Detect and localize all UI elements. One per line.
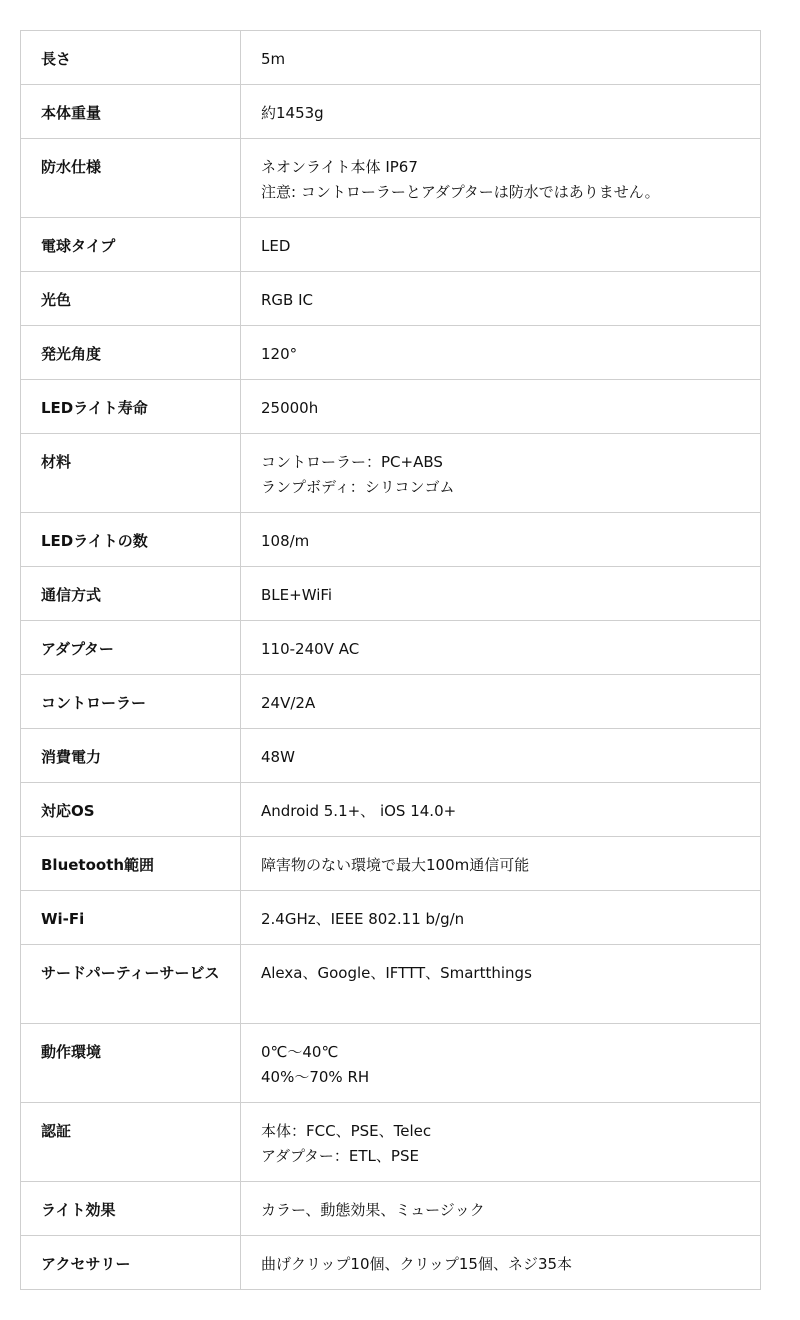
spec-label: LEDライトの数 [21, 513, 241, 567]
spec-value-line: 40%～70% RH [261, 1068, 370, 1086]
spec-value-line: 0℃～40℃ [261, 1043, 339, 1061]
spec-value-line: 注意: コントローラーとアダプターは防水ではありません。 [261, 183, 660, 201]
table-row [21, 272, 761, 326]
spec-label: 電球タイプ [21, 218, 241, 272]
spec-value-line: 120° [261, 345, 298, 363]
spec-value-line: 約1453g [261, 104, 324, 122]
spec-value-line: BLE+WiFi [261, 586, 333, 604]
spec-value-line: 110-240V AC [261, 640, 360, 658]
spec-value [241, 139, 761, 218]
table-row [21, 729, 761, 783]
spec-value-line: 障害物のない環境で最大100m通信可能 [261, 856, 530, 874]
spec-value [241, 326, 761, 380]
spec-label-text: サードパーティーサービス [41, 964, 220, 982]
spec-value-line: LED [261, 237, 291, 255]
table-row [21, 783, 761, 837]
spec-label: 本体重量 [21, 85, 241, 139]
table-row [21, 139, 761, 218]
spec-label: LEDライト寿命 [21, 380, 241, 434]
spec-value [241, 1182, 761, 1236]
spec-value [241, 380, 761, 434]
spec-value-line: 108/m [261, 532, 310, 550]
spec-label: 防水仕様 [21, 139, 241, 218]
table-row [21, 326, 761, 380]
spec-label: アクセサリー [21, 1236, 241, 1290]
spec-label: 消費電力 [21, 729, 241, 783]
table-row [21, 85, 761, 139]
table-row [21, 891, 761, 945]
spec-value-line: 本体：FCC、PSE、Telec [261, 1122, 432, 1140]
spec-label: 発光角度 [21, 326, 241, 380]
table-row [21, 675, 761, 729]
spec-label [21, 945, 241, 1024]
spec-value-line: 2.4GHz、IEEE 802.11 b/g/n [261, 910, 465, 928]
spec-value [241, 1103, 761, 1182]
spec-label: 長さ [21, 31, 241, 85]
spec-value [241, 675, 761, 729]
spec-value [241, 434, 761, 513]
spec-label: 認証 [21, 1103, 241, 1182]
table-row [21, 1236, 761, 1290]
spec-label: コントローラー [21, 675, 241, 729]
spec-value-line: ランプボディ：シリコンゴム [261, 478, 455, 496]
table-row [21, 837, 761, 891]
spec-value [241, 621, 761, 675]
spec-label: 材料 [21, 434, 241, 513]
spec-label: Wi-Fi [21, 891, 241, 945]
spec-value [241, 85, 761, 139]
spec-value [241, 783, 761, 837]
spec-value-line: RGB IC [261, 291, 314, 309]
table-row [21, 218, 761, 272]
spec-value-line: コントローラー：PC+ABS [261, 453, 443, 471]
spec-value-line: アダプター：ETL、PSE [261, 1147, 419, 1165]
table-row [21, 1024, 761, 1103]
spec-value [241, 272, 761, 326]
spec-value-line: 曲げクリップ10個、クリップ15個、ネジ35本 [261, 1255, 573, 1273]
spec-value-line: 48W [261, 748, 295, 766]
spec-value-line: Android 5.1+、 iOS 14.0+ [261, 802, 457, 820]
spec-value [241, 513, 761, 567]
table-row [21, 1182, 761, 1236]
spec-value-line: 25000h [261, 399, 319, 417]
spec-label: 光色 [21, 272, 241, 326]
spec-label: 対応OS [21, 783, 241, 837]
table-row [21, 945, 761, 1024]
spec-value-line: Alexa、Google、IFTTT、Smartthings [261, 964, 532, 982]
spec-value [241, 218, 761, 272]
spec-value-line: ネオンライト本体 IP67 [261, 158, 418, 176]
spec-value [241, 31, 761, 85]
spec-label: Bluetooth範囲 [21, 837, 241, 891]
table-row [21, 1103, 761, 1182]
spec-value-line: 24V/2A [261, 694, 316, 712]
table-row [21, 567, 761, 621]
spec-value-line: 5m [261, 50, 286, 68]
spec-value [241, 567, 761, 621]
spec-label: 動作環境 [21, 1024, 241, 1103]
spec-label: ライト効果 [21, 1182, 241, 1236]
spec-value [241, 837, 761, 891]
table-row [21, 380, 761, 434]
spec-label: 通信方式 [21, 567, 241, 621]
spec-value [241, 729, 761, 783]
table-row [21, 513, 761, 567]
spec-value [241, 1024, 761, 1103]
spec-value [241, 891, 761, 945]
table-row [21, 434, 761, 513]
spec-value-line: カラー、動態効果、ミュージック [261, 1201, 485, 1219]
spec-table [20, 30, 761, 1290]
spec-value [241, 945, 761, 1024]
spec-label: アダプター [21, 621, 241, 675]
spec-value [241, 1236, 761, 1290]
table-row [21, 31, 761, 85]
table-row [21, 621, 761, 675]
